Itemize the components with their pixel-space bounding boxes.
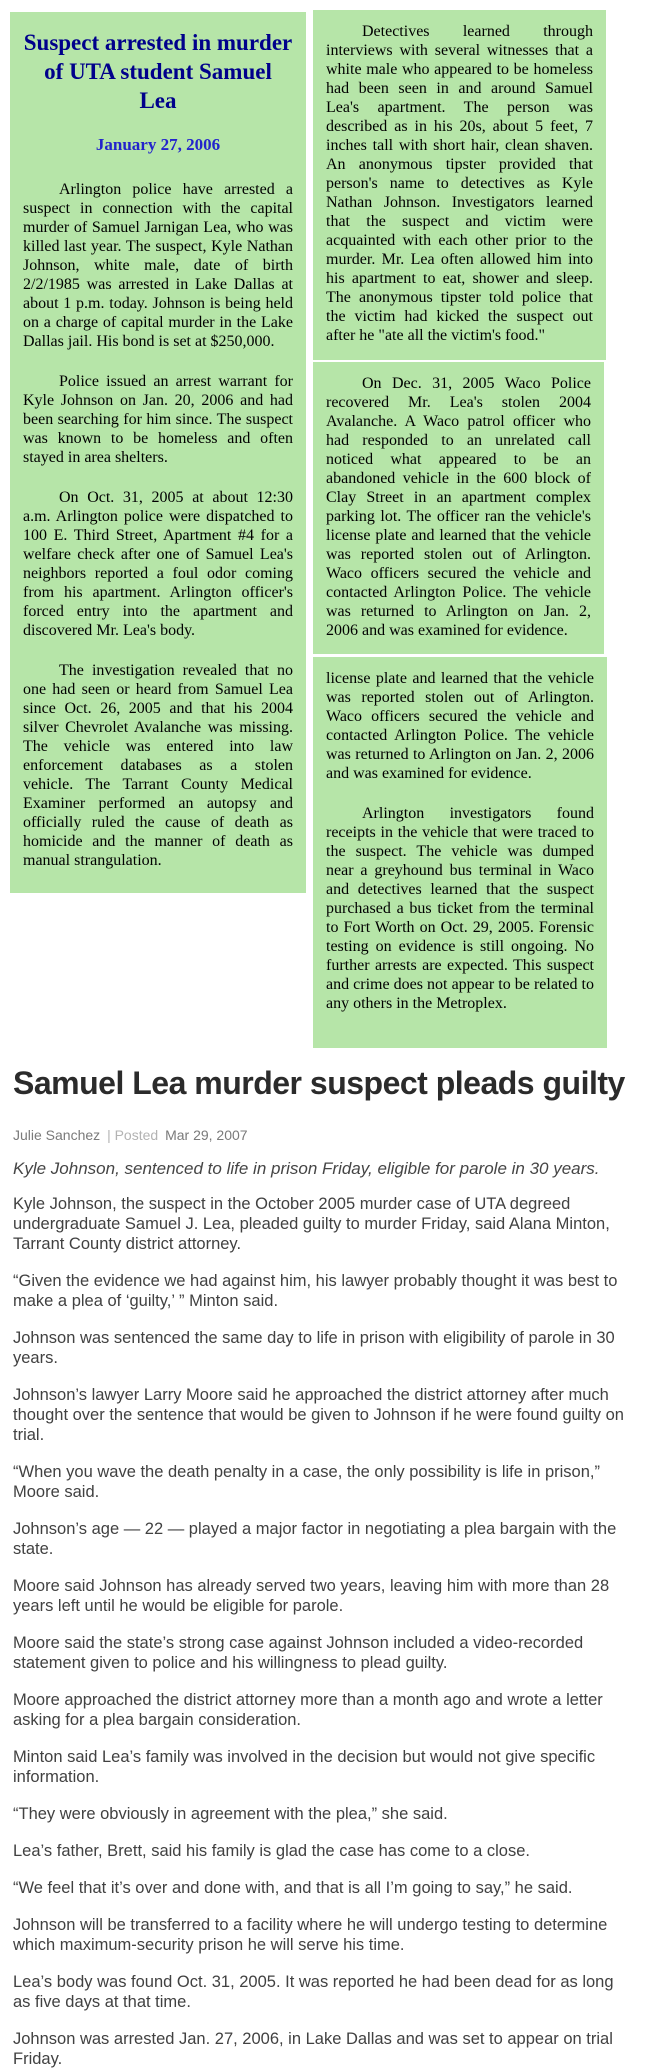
press-release-date: January 27, 2006 bbox=[95, 135, 221, 154]
paragraph: Johnson’s age — 22 — played a major factor in negotiating a plea bargain with the state. bbox=[13, 1520, 617, 1558]
byline-date: Mar 29, 2007 bbox=[165, 1127, 248, 1143]
press-release-right-middle-paragraphs bbox=[326, 374, 591, 640]
article-lede: Kyle Johnson, sentenced to life in prison Friday, eligible for parole in 30 years. bbox=[13, 1159, 600, 1178]
press-release-right-bottom-paragraphs bbox=[326, 669, 594, 1013]
paragraph: Lea’s body was found Oct. 31, 2005. It was reported he had been dead for as long as five days at that time. bbox=[13, 1973, 614, 2011]
paragraph: “When you wave the death penalty in a case, the only possibility is life in prison,” Moore said. bbox=[13, 1463, 600, 1501]
article-headline: Samuel Lea murder suspect pleads guilty bbox=[13, 1065, 625, 1101]
paragraph: “Given the evidence we had against him, his lawyer probably thought it was best to make a plea of ‘guilty,’ ” Minton said. bbox=[13, 1272, 618, 1310]
press-release-right-box-top bbox=[313, 10, 606, 360]
paragraph: Arlington investigators found receipts in the vehicle that were traced to the suspect. The vehicle was dumped near a greyhound bus terminal in Waco and detectives learned that the suspect purchased a bus ticket from the terminal to Fort Worth on Oct. 29, 2005. Forensic testing on evidence is still ongoing. No further arrests are expected. This suspect and crime does not appear to be related to any others in the Metroplex. bbox=[326, 805, 594, 1012]
article-byline bbox=[13, 1126, 633, 1144]
news-article bbox=[13, 1064, 633, 2072]
paragraph: Johnson will be transferred to a facility where he will undergo testing to determine which maximum-security prison he will serve his time. bbox=[13, 1916, 608, 1954]
paragraph: license plate and learned that the vehicle was reported stolen out of Arlington. Waco officers secured the vehicle and contacted Arlington Police. The vehicle was returned to Arlington on Jan. 2, 2006 and was examined for evidence. bbox=[326, 670, 594, 782]
paragraph: Moore said Johnson has already served two years, leaving him with more than 28 years left until he would be eligible for parole. bbox=[13, 1577, 610, 1615]
paragraph: On Oct. 31, 2005 at about 12:30 a.m. Arlington police were dispatched to 100 E. Third Street, Apartment #4 for a welfare check after one of Samuel Lea's neighbors reported a foul odor coming from his apartment. Arlington officer's forced entry into the apartment and discovered Mr. Lea's body. bbox=[23, 489, 293, 639]
paragraph: The investigation revealed that no one had seen or heard from Samuel Lea since Oct. 26, 2005 and that his 2004 silver Chevrolet Avalanche was missing. The vehicle was entered into law enforcement databases as a stolen vehicle. The Tarrant County Medical Examiner performed an autopsy and officially ruled the cause of death as homicide and the manner of death as manual strangulation. bbox=[23, 662, 293, 869]
paragraph: Moore said the state’s strong case against Johnson included a video-recorded statement given to police and his willingness to plead guilty. bbox=[13, 1634, 584, 1672]
press-release-right-box-bottom bbox=[313, 657, 607, 1048]
press-release-left-paragraphs bbox=[23, 180, 293, 870]
byline-posted-label: | Posted bbox=[107, 1127, 159, 1143]
press-release-title: Suspect arrested in murder of UTA student Samuel Lea bbox=[23, 30, 293, 113]
paragraph: Johnson’s lawyer Larry Moore said he approached the district attorney after much thought over the sentence that would be given to Johnson if he were found guilty on trial. bbox=[13, 1386, 624, 1444]
paragraph: Detectives learned through interviews with several witnesses that a white male who appeared to be homeless had been seen in and around Samuel Lea's apartment. The person was described as in his 20s, about 5 feet, 7 inches tall with short hair, clean shaven. An anonymous tipster provided that person's name to detectives as Kyle Nathan Johnson. Investigators learned that the suspect and victim were acquainted with each other prior to the murder. Mr. Lea often allowed him into his apartment to eat, shower and sleep. The anonymous tipster told police that the victim had kicked the suspect out after he "ate all the victim's food." bbox=[326, 23, 593, 344]
press-release-left-box bbox=[10, 12, 306, 893]
paragraph: Moore approached the district attorney more than a month ago and wrote a letter asking for a plea bargain consideration. bbox=[13, 1691, 603, 1729]
paragraph: Johnson was sentenced the same day to life in prison with eligibility of parole in 30 years. bbox=[13, 1329, 615, 1367]
paragraph: Minton said Lea’s family was involved in the decision but would not give specific information. bbox=[13, 1748, 596, 1786]
press-release-right-box-middle bbox=[313, 362, 604, 654]
paragraph: On Dec. 31, 2005 Waco Police recovered Mr. Lea's stolen 2004 Avalanche. A Waco patrol officer who had responded to an unrelated call noticed what appeared to be an abandoned vehicle in the 600 block of Clay Street in an apartment complex parking lot. The officer ran the vehicle's license plate and learned that the vehicle was reported stolen out of Arlington. Waco officers secured the vehicle and contacted Arlington Police. The vehicle was returned to Arlington on Jan. 2, 2006 and was examined for evidence. bbox=[326, 375, 591, 639]
paragraph: “We feel that it’s over and done with, and that is all I’m going to say,” he said. bbox=[13, 1879, 573, 1897]
paragraph: Police issued an arrest warrant for Kyle Johnson on Jan. 20, 2006 and had been searching for him since. The suspect was known to be homeless and often stayed in area shelters. bbox=[23, 373, 293, 466]
paragraph: Lea’s father, Brett, said his family is glad the case has come to a close. bbox=[13, 1842, 530, 1860]
paragraph: Arlington police have arrested a suspect in connection with the capital murder of Samuel Jarnigan Lea, who was killed last year. The suspect, Kyle Nathan Johnson, white male, date of birth 2/2/1985 was arrested in Lake Dallas at about 1 p.m. today. Johnson is being held on a charge of capital murder in the Lake Dallas jail. His bond is set at $250,000. bbox=[23, 181, 293, 350]
paragraph: Kyle Johnson, the suspect in the October 2005 murder case of UTA degreed undergraduate Samuel J. Lea, pleaded guilty to murder Friday, said Alana Minton, Tarrant County district attorney. bbox=[13, 1195, 610, 1253]
press-release-right-top-paragraphs bbox=[326, 22, 593, 345]
paragraph: “They were obviously in agreement with the plea,” she said. bbox=[13, 1805, 448, 1823]
byline-author: Julie Sanchez bbox=[13, 1127, 101, 1143]
article-paragraphs bbox=[13, 1194, 633, 2069]
paragraph: Johnson was arrested Jan. 27, 2006, in Lake Dallas and was set to appear on trial Friday. bbox=[13, 2030, 613, 2068]
